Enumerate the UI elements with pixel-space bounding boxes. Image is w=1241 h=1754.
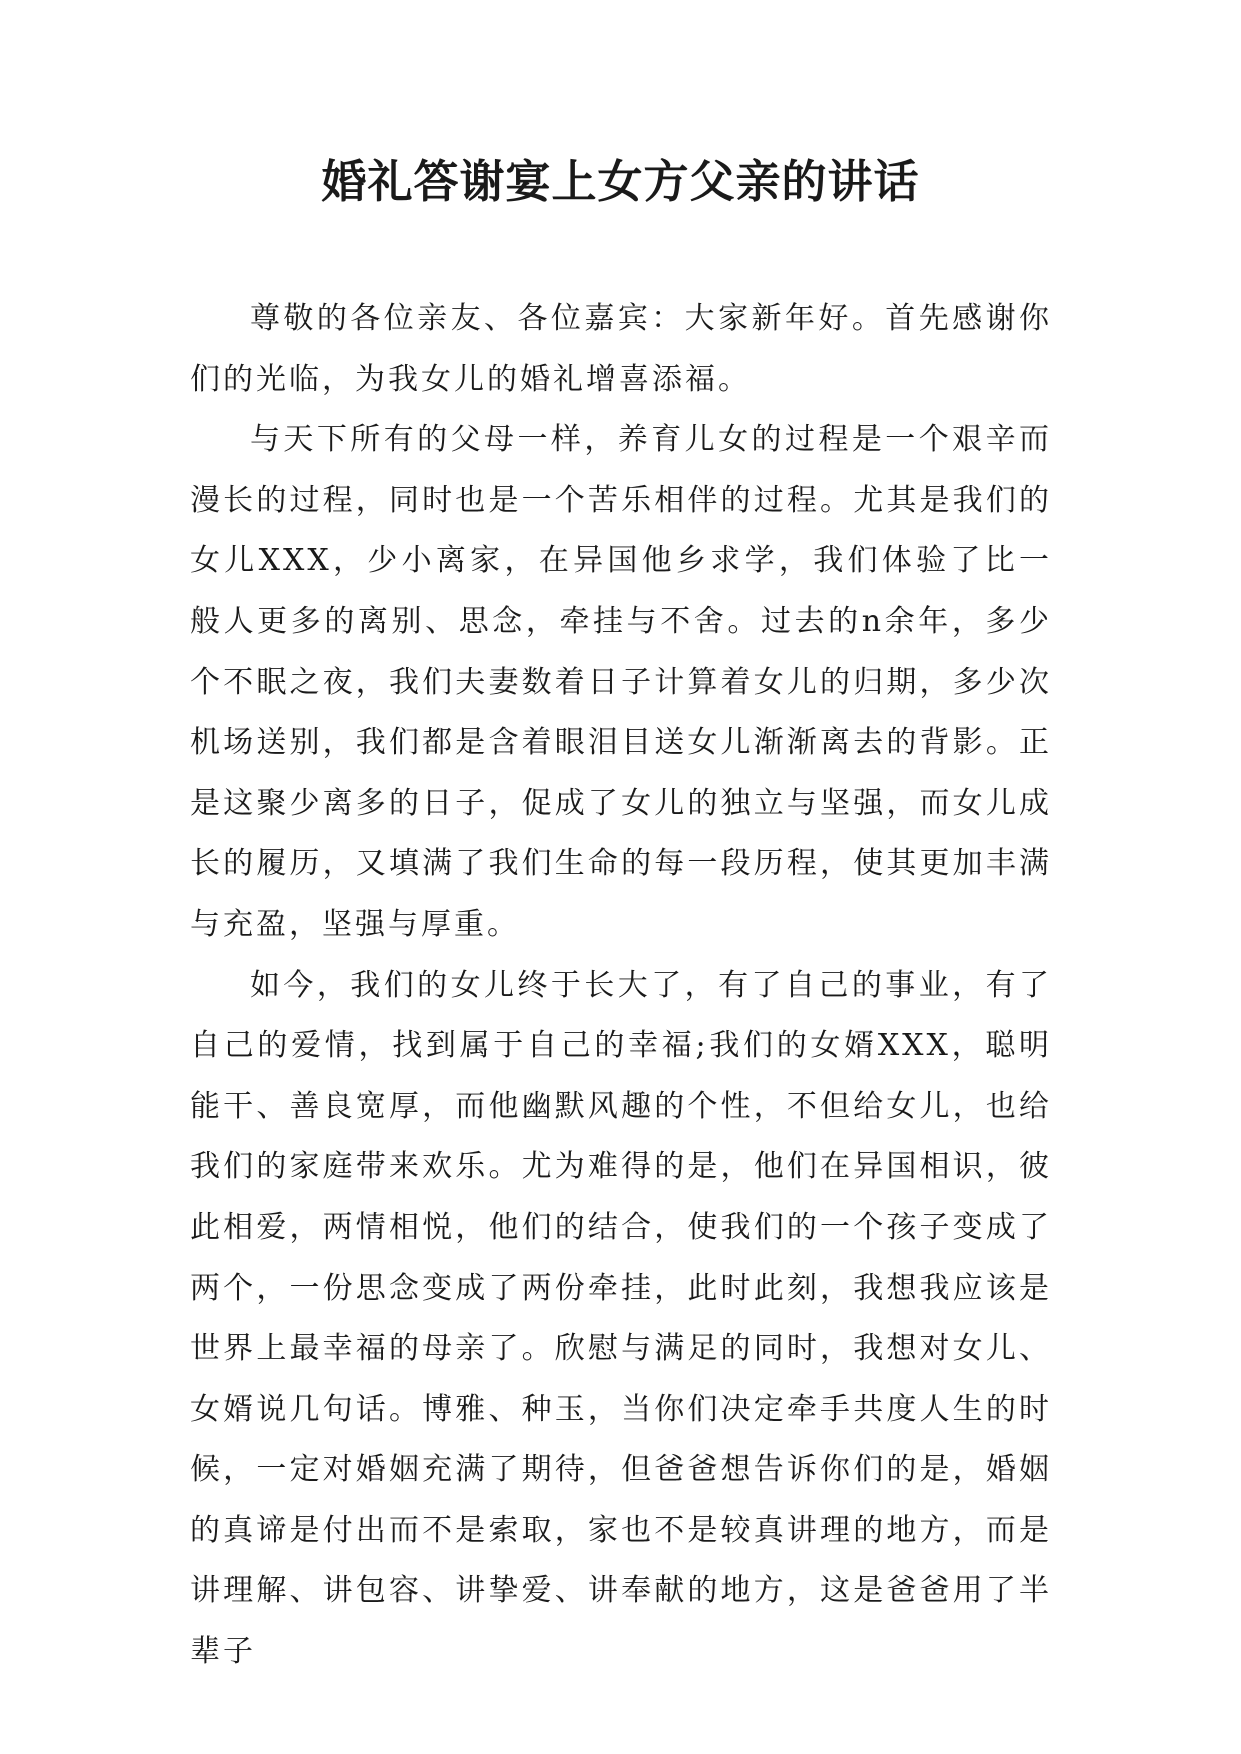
document-body bbox=[190, 289, 1052, 1683]
document-title: 婚礼答谢宴上女方父亲的讲话 bbox=[321, 155, 920, 208]
paragraph-marriage-advice: 如今，我们的女儿终于长大了，有了自己的事业，有了自己的爱情，找到属于自己的幸福;我们的女婿XXX，聪明能干、善良宽厚，而他幽默风趣的个性，不但给女儿，也给我们的家庭带来欢乐。尤为难得的是，他们在异国相识，彼此相爱，两情相悦，他们的结合，使我们的一个孩子变成了两个，一份思念变成了两份牵挂，此时此刻，我想我应该是世界上最幸福的母亲了。欣慰与满足的同时，我想对女儿、女婿说几句话。博雅、种玉，当你们决定牵手共度人生的时候，一定对婚姻充满了期待，但爸爸想告诉你们的是，婚姻的真谛是付出而不是索取，家也不是较真讲理的地方，而是讲理解、讲包容、讲挚爱、讲奉献的地方，这是爸爸用了半辈子 bbox=[190, 967, 1052, 1670]
paragraph-greeting: 尊敬的各位亲友、各位嘉宾：大家新年好。首先感谢你们的光临，为我女儿的婚礼增喜添福。 bbox=[190, 301, 1052, 397]
paragraph-upbringing: 与天下所有的父母一样，养育儿女的过程是一个艰辛而漫长的过程，同时也是一个苦乐相伴的过程。尤其是我们的女儿XXX，少小离家，在异国他乡求学，我们体验了比一般人更多的离别、思念，牵挂与不舍。过去的n余年，多少个不眠之夜，我们夫妻数着日子计算着女儿的归期，多少次机场送别，我们都是含着眼泪目送女儿渐渐离去的背影。正是这聚少离多的日子，促成了女儿的独立与坚强，而女儿成长的履历，又填满了我们生命的每一段历程，使其更加丰满与充盈，坚强与厚重。 bbox=[190, 422, 1052, 942]
